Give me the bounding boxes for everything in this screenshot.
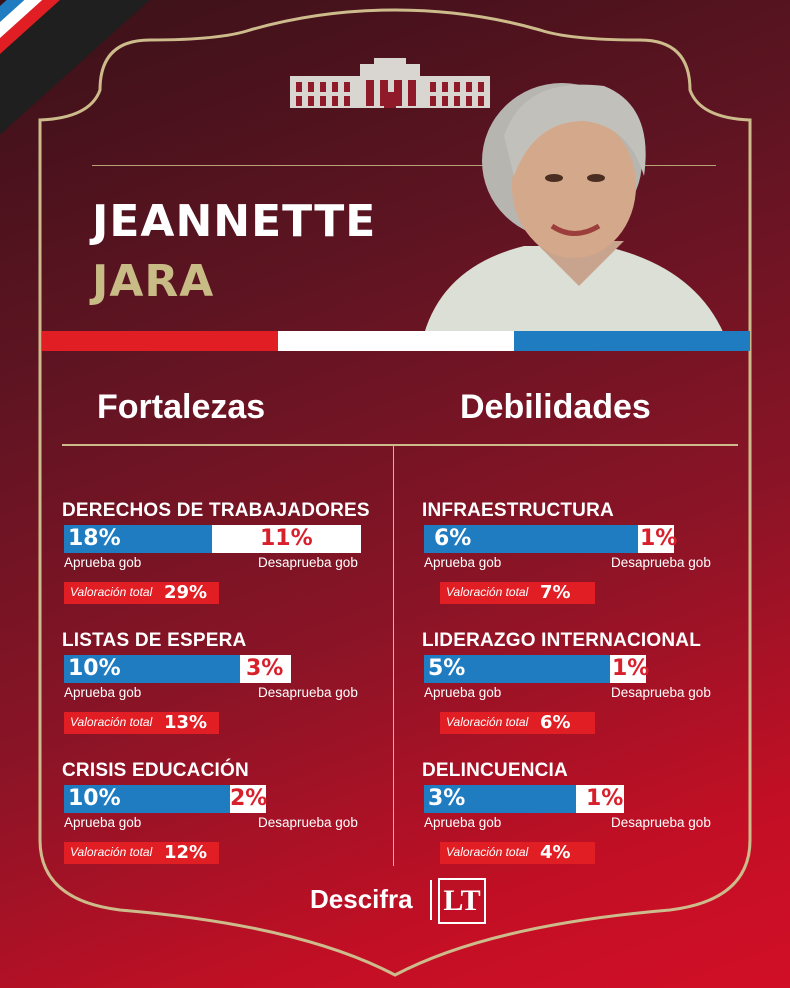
- candidate-last-name: JARA: [92, 256, 215, 307]
- approve-label: Aprueba gob: [424, 685, 502, 700]
- weakness-item: [422, 500, 732, 630]
- total-value: 4%: [540, 842, 571, 863]
- section-rule: [62, 444, 738, 446]
- disapprove-label: Desaprueba gob: [611, 685, 711, 700]
- strength-item: [62, 760, 372, 890]
- total-label: Valoración total: [70, 715, 153, 729]
- disapprove-value: 1%: [586, 786, 624, 811]
- disapprove-value: 11%: [260, 526, 313, 551]
- flag-stripe-red: [42, 331, 278, 351]
- brand-name: Descifra: [310, 884, 413, 914]
- weakness-item: [422, 630, 732, 760]
- total-value: 6%: [540, 712, 571, 733]
- approve-value: 18%: [68, 526, 121, 551]
- total-value: 7%: [540, 582, 571, 603]
- disapprove-value: 2%: [230, 786, 268, 811]
- candidate-portrait: [404, 66, 728, 334]
- column-divider: [393, 446, 394, 866]
- approve-label: Aprueba gob: [64, 815, 142, 830]
- total-label: Valoración total: [446, 715, 529, 729]
- item-title: INFRAESTRUCTURA: [422, 500, 614, 521]
- approve-value: 5%: [428, 656, 466, 681]
- approve-value: 10%: [68, 656, 121, 681]
- item-title: DERECHOS DE TRABAJADORES: [62, 500, 370, 521]
- approve-value: 6%: [434, 526, 472, 551]
- disapprove-label: Desaprueba gob: [258, 815, 358, 830]
- flag-stripe-blue: [514, 331, 750, 351]
- disapprove-label: Desaprueba gob: [258, 555, 358, 570]
- strengths-heading: Fortalezas: [97, 388, 266, 426]
- approve-value: 3%: [428, 786, 466, 811]
- disapprove-label: Desaprueba gob: [611, 815, 711, 830]
- strength-item: [62, 500, 372, 630]
- item-title: CRISIS EDUCACIÓN: [62, 760, 249, 781]
- weaknesses-heading: Debilidades: [460, 388, 651, 426]
- approve-label: Aprueba gob: [64, 685, 142, 700]
- total-label: Valoración total: [70, 845, 153, 859]
- total-badge: [64, 842, 219, 864]
- total-value: 29%: [164, 582, 208, 603]
- total-label: Valoración total: [70, 585, 153, 599]
- weakness-item: [422, 760, 732, 890]
- disapprove-value: 3%: [246, 656, 284, 681]
- candidate-first-name: JEANNETTE: [92, 196, 377, 247]
- item-title: DELINCUENCIA: [422, 760, 568, 781]
- item-title: LISTAS DE ESPERA: [62, 630, 247, 651]
- total-value: 13%: [164, 712, 208, 733]
- strength-item: [62, 630, 372, 760]
- total-badge: [440, 582, 595, 604]
- total-label: Valoración total: [446, 585, 529, 599]
- approve-label: Aprueba gob: [424, 815, 502, 830]
- item-title: LIDERAZGO INTERNACIONAL: [422, 630, 702, 651]
- approve-label: Aprueba gob: [64, 555, 142, 570]
- disapprove-label: Desaprueba gob: [258, 685, 358, 700]
- brand-mark: LT: [438, 878, 486, 924]
- total-label: Valoración total: [446, 845, 529, 859]
- disapprove-value: 1%: [612, 656, 650, 681]
- total-badge: [440, 712, 595, 734]
- total-badge: [440, 842, 595, 864]
- total-badge: [64, 582, 219, 604]
- flag-corner-icon: [0, 0, 170, 140]
- disapprove-label: Desaprueba gob: [611, 555, 711, 570]
- total-value: 12%: [164, 842, 208, 863]
- approve-value: 10%: [68, 786, 121, 811]
- brand-separator: [430, 880, 432, 920]
- approve-label: Aprueba gob: [424, 555, 502, 570]
- flag-stripe-white: [278, 331, 514, 351]
- total-badge: [64, 712, 219, 734]
- disapprove-value: 1%: [640, 526, 678, 551]
